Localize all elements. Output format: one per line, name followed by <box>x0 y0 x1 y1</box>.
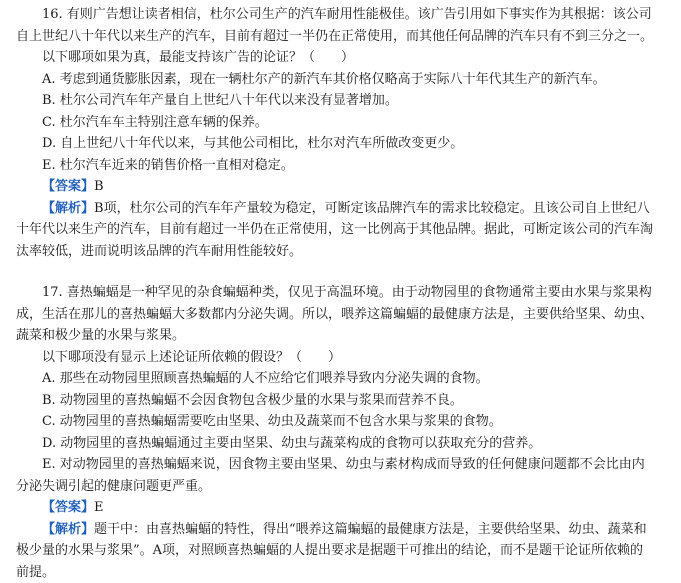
q17-analysis-line-3: 前提。 <box>16 562 669 583</box>
question-gap <box>16 262 669 282</box>
q16-answer-value: B <box>94 179 104 194</box>
q17-stem-line-1: 17. 喜热蝙蝠是一种罕见的杂食蝙蝠种类，仅见于高温环境。由于动物园里的食物通常主要由水果与浆果构 <box>16 282 669 304</box>
q17-option-a: A. 那些在动物园里照顾喜热蝙蝠的人不应给它们喂养导致内分泌失调的食物。 <box>16 368 669 390</box>
q16-option-e: E. 杜尔汽车近来的销售价格一直相对稳定。 <box>16 155 669 177</box>
q17-answer-tag: 【答案】 <box>42 500 94 515</box>
q16-option-c: C. 杜尔汽车车主特别注意车辆的保养。 <box>16 112 669 134</box>
q16-answer <box>16 176 669 198</box>
q16-stem-line-2: 自上世纪八十年代以来生产的汽车，目前有超过一半仍在正常使用，而其他任何品牌的汽车只有不到三分之一。 <box>16 26 669 48</box>
q17-analysis-tag: 【解析】 <box>42 522 94 537</box>
q17-analysis-line-2: 极少量的水果与浆果”。A项，对照顾喜热蝙蝠的人提出要求是据题干可推出的结论，而不是题干论证所依赖的 <box>16 540 669 562</box>
q17-stem-line-2: 成，生活在那儿的喜热蝙蝠大多数都内分泌失调。所以，喂养这篇蝙蝠的最健康方法是，主要供给坚果、幼虫、 <box>16 304 669 326</box>
q16-option-a: A. 考虑到通货膨胀因素，现在一辆杜尔产的新汽车其价格仅略高于实际八十年代其生产的新汽车。 <box>16 69 669 91</box>
q16-stem-line-1: 16. 有则广告想让读者相信，杜尔公司生产的汽车耐用性能极佳。该广告引用如下事实作为其根据：该公司 <box>16 4 669 26</box>
q16-analysis-line-1 <box>16 198 669 220</box>
q16-analysis-tag: 【解析】 <box>42 201 94 216</box>
q17-stem-line-3: 蔬菜和极少量的水果与浆果。 <box>16 325 669 347</box>
question-16 <box>16 4 669 262</box>
q16-prompt: 以下哪项如果为真，最能支持该广告的论证？（ ） <box>16 47 669 69</box>
q17-answer <box>16 497 669 519</box>
q16-option-b: B. 杜尔公司汽车年产量自上世纪八十年代以来没有显著增加。 <box>16 90 669 112</box>
q17-option-e-line-1: E. 对动物园里的喜热蝙蝠来说，因食物主要由坚果、幼虫与素材构成而导致的任何健康问题都不会比由内 <box>16 454 669 476</box>
q17-analysis-text-1: 题干中：由喜热蝙蝠的特性，得出“喂养这篇蝙蝠的最健康方法是，主要供给坚果、幼虫、蔬菜和 <box>94 522 647 537</box>
q17-analysis-line-1 <box>16 519 669 541</box>
q17-option-d: D. 动物园里的喜热蝙蝠通过主要由坚果、幼虫与蔬菜构成的食物可以获取充分的营养。 <box>16 433 669 455</box>
question-17 <box>16 282 669 583</box>
q17-answer-value: E <box>94 500 104 515</box>
q16-option-d: D. 自上世纪八十年代以来，与其他公司相比，杜尔对汽车所做改变更少。 <box>16 133 669 155</box>
q16-analysis-line-2: 十年代以来生产的汽车，目前有超过一半仍在正常使用，这一比例高于其他品牌。据此，可断定该公司的汽车淘 <box>16 219 669 241</box>
q16-analysis-line-3: 汰率较低，进而说明该品牌的汽车耐用性能较好。 <box>16 241 669 263</box>
q17-option-e-line-2: 分泌失调引起的健康问题更严重。 <box>16 476 669 498</box>
q17-option-c: C. 动物园里的喜热蝙蝠需要吃由坚果、幼虫及蔬菜而不包含水果与浆果的食物。 <box>16 411 669 433</box>
q16-analysis-text-1: B项，杜尔公司的汽车年产量较为稳定，可断定该品牌汽车的需求比较稳定。且该公司自上世纪八 <box>94 201 650 216</box>
q17-option-b: B. 动物园里的喜热蝙蝠不会因食物包含极少量的水果与浆果而营养不良。 <box>16 390 669 412</box>
q17-prompt: 以下哪项没有显示上述论证所依赖的假设？（ ） <box>16 347 669 369</box>
q16-answer-tag: 【答案】 <box>42 179 94 194</box>
